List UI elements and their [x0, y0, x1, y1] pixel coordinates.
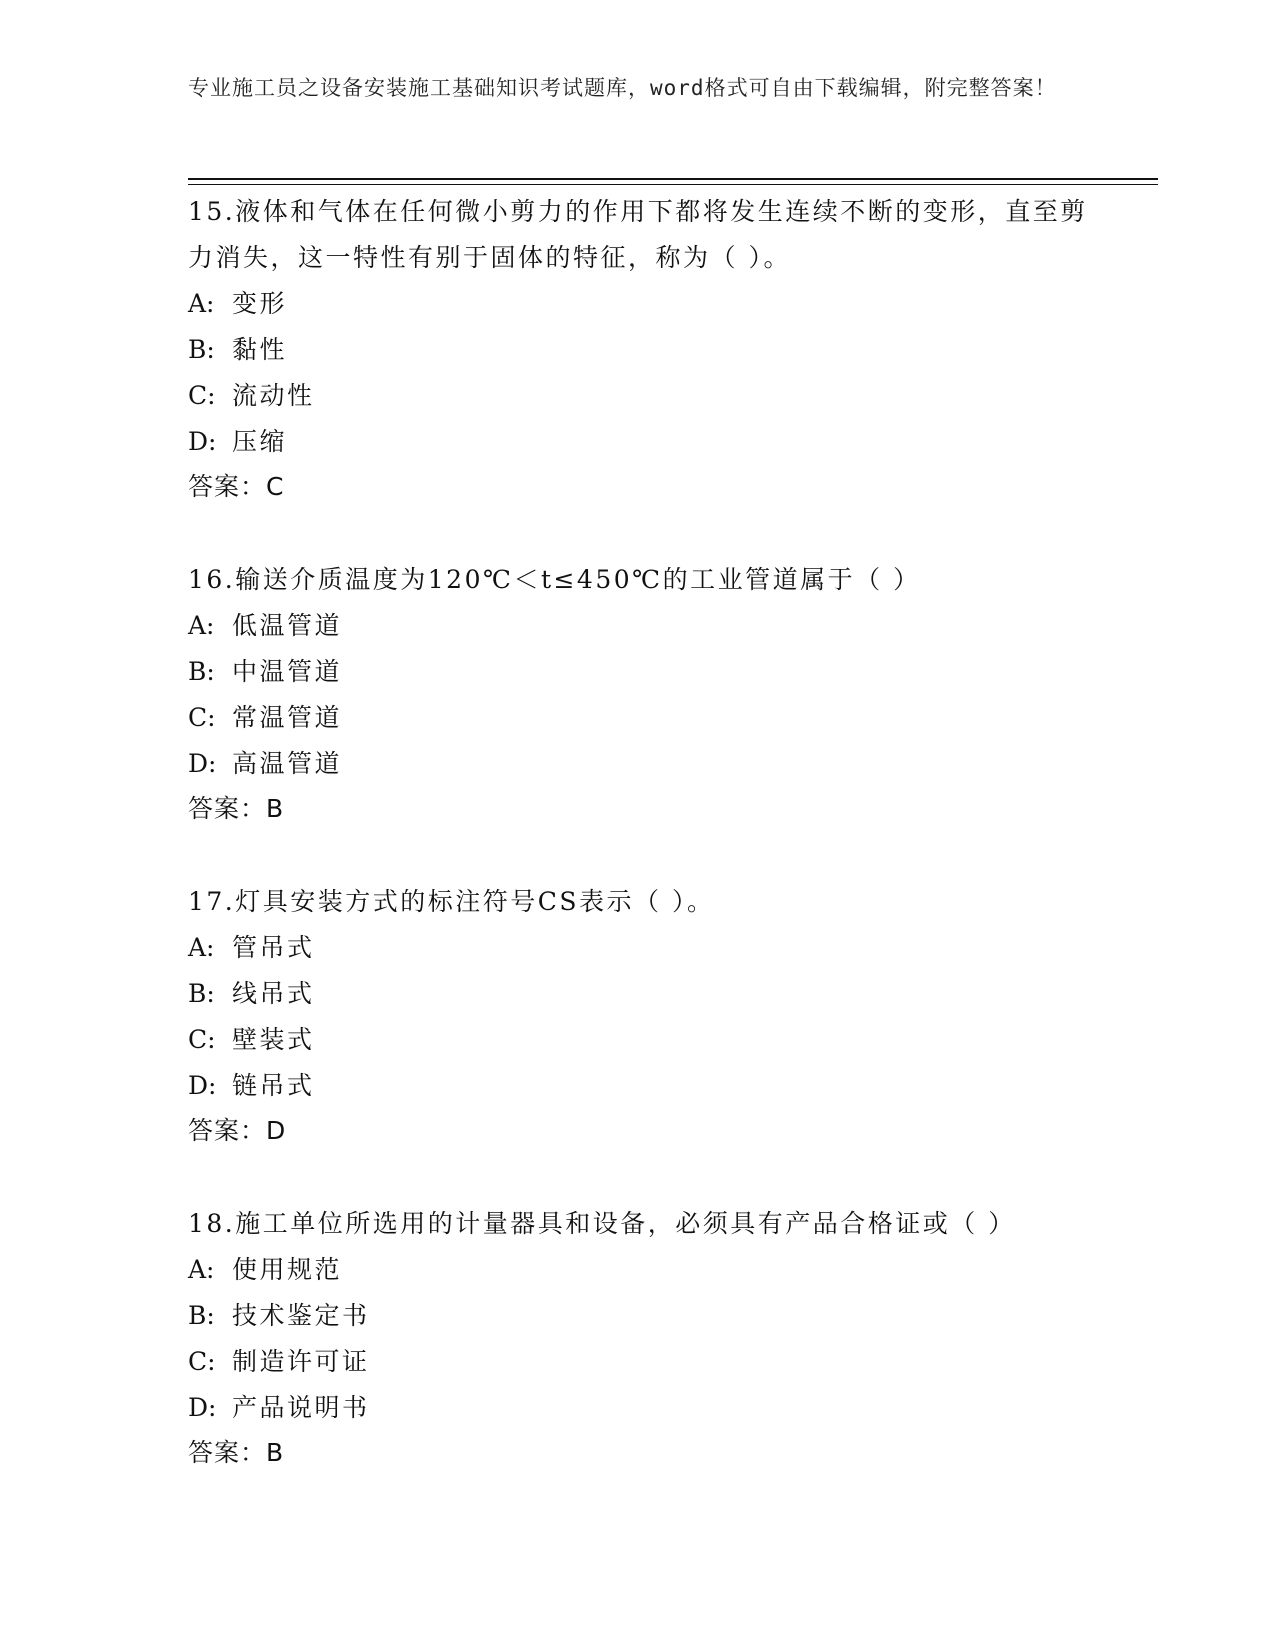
option-letter: B: — [188, 1301, 215, 1330]
option-text: 中温管道 — [232, 657, 343, 686]
option-letter: C: — [188, 1347, 216, 1376]
option-text: 产品说明书 — [232, 1393, 370, 1422]
answer-line: 答案：D — [188, 1116, 287, 1145]
option-text: 链吊式 — [232, 1071, 315, 1100]
option-d — [188, 1063, 1088, 1109]
option-text: 高温管道 — [232, 749, 343, 778]
option-c — [188, 1339, 1088, 1385]
option-a — [188, 925, 1088, 971]
header-intro-text: 专业施工员之设备安装施工基础知识考试题库，word格式可自由下载编辑，附完整答案！ — [188, 76, 1057, 100]
header-divider-thin — [188, 184, 1158, 185]
option-a — [188, 281, 1088, 327]
option-d — [188, 1385, 1088, 1431]
option-letter: C: — [188, 1025, 216, 1054]
option-text: 壁装式 — [232, 1025, 315, 1054]
option-text: 技术鉴定书 — [232, 1301, 370, 1330]
option-text: 制造许可证 — [232, 1347, 370, 1376]
question-15 — [188, 189, 1088, 509]
question-stem: 17.灯具安装方式的标注符号CS表示（ ）。 — [188, 887, 715, 916]
option-text: 流动性 — [232, 381, 315, 410]
option-letter: A: — [188, 611, 215, 640]
option-d — [188, 419, 1088, 465]
option-b — [188, 327, 1088, 373]
option-letter: A: — [188, 289, 215, 318]
question-17 — [188, 879, 1088, 1153]
option-letter: C: — [188, 703, 216, 732]
option-b — [188, 649, 1088, 695]
option-b — [188, 971, 1088, 1017]
question-stem: 15.液体和气体在任何微小剪力的作用下都将发生连续不断的变形，直至剪力消失，这一特性有别于固体的特征，称为（ ）。 — [188, 197, 1088, 272]
option-text: 常温管道 — [232, 703, 343, 732]
question-list — [188, 189, 1088, 1523]
option-d — [188, 741, 1088, 787]
option-letter: C: — [188, 381, 216, 410]
option-letter: A: — [188, 1255, 215, 1284]
question-18 — [188, 1201, 1088, 1475]
option-letter: B: — [188, 979, 215, 1008]
header-divider-thick — [188, 178, 1158, 180]
option-letter: D: — [188, 1071, 217, 1100]
option-letter: D: — [188, 427, 217, 456]
option-text: 低温管道 — [232, 611, 343, 640]
option-a — [188, 1247, 1088, 1293]
option-text: 管吊式 — [232, 933, 315, 962]
option-a — [188, 603, 1088, 649]
question-stem: 16.输送介质温度为120℃＜t≤450℃的工业管道属于（ ） — [188, 565, 921, 594]
option-letter: A: — [188, 933, 215, 962]
option-letter: D: — [188, 749, 217, 778]
question-stem: 18.施工单位所选用的计量器具和设备，必须具有产品合格证或（ ） — [188, 1209, 1016, 1238]
option-text: 压缩 — [232, 427, 288, 456]
option-b — [188, 1293, 1088, 1339]
document-header — [188, 72, 1068, 105]
option-text: 变形 — [232, 289, 288, 318]
option-c — [188, 373, 1088, 419]
option-letter: B: — [188, 335, 215, 364]
option-letter: B: — [188, 657, 215, 686]
option-text: 使用规范 — [232, 1255, 343, 1284]
option-text: 黏性 — [232, 335, 288, 364]
answer-line: 答案：C — [188, 472, 285, 501]
option-letter: D: — [188, 1393, 217, 1422]
option-c — [188, 695, 1088, 741]
answer-line: 答案：B — [188, 794, 285, 823]
option-text: 线吊式 — [232, 979, 315, 1008]
option-c — [188, 1017, 1088, 1063]
question-16 — [188, 557, 1088, 831]
answer-line: 答案：B — [188, 1438, 285, 1467]
